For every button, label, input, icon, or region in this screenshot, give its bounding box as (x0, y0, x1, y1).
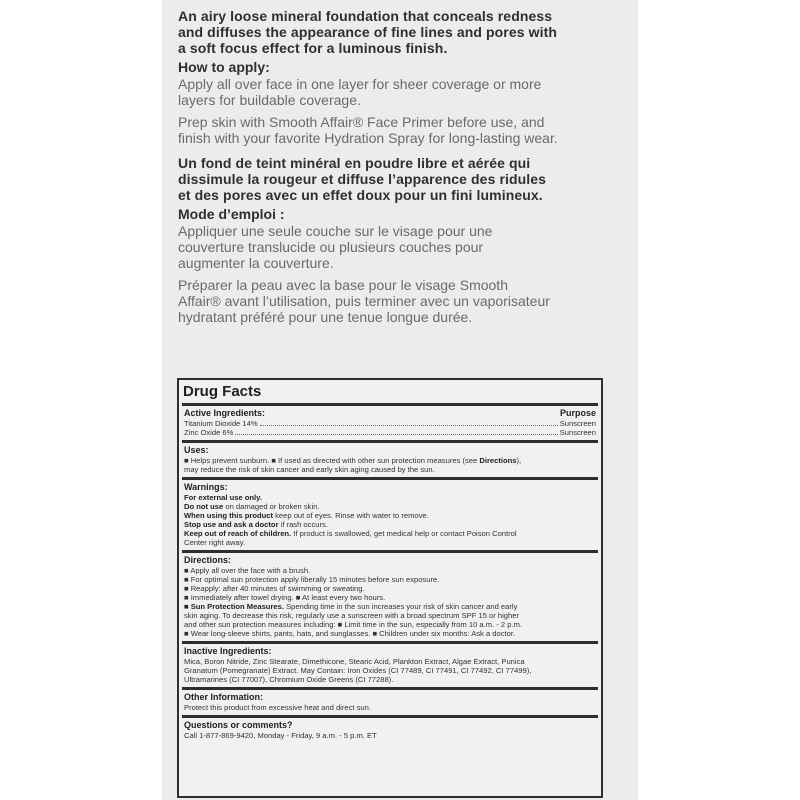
inactive-ingredients-section (179, 644, 601, 687)
text-line: Affair® avant l’utilisation, puis terminer avec un vaporisateur (178, 293, 550, 309)
text-line: and diffuses the appearance of fine lines and pores with (178, 24, 558, 40)
other-information-section (179, 690, 601, 715)
direction-item: ■ Immediately after towel drying. ■ At least every two hours. (184, 593, 386, 602)
french-description (178, 155, 628, 203)
questions-phone-text: Call 1-877-869-9420, Monday - Friday, 9 a.m. - 5 p.m. ET (184, 731, 377, 740)
direction-item: ■ For optimal sun protection apply liberally 15 minutes before sun exposure. (184, 575, 440, 584)
drug-facts-box (177, 378, 603, 798)
text-line: augmenter la couverture. (178, 255, 334, 271)
active-purpose: Sunscreen (559, 428, 596, 437)
text-line: An airy loose mineral foundation that conceals redness (178, 8, 553, 24)
inactive-text: Granatum (Pomegranate) Extract. May Contain: Iron Oxides (CI 77489, CI 77491, CI 77492, CI 77499), (184, 666, 532, 675)
warning-label: When using this product (184, 511, 274, 520)
english-prep-text (178, 114, 628, 146)
questions-section (179, 718, 601, 743)
english-apply-text (178, 76, 628, 108)
text-line: a soft focus effect for a luminous finish. (178, 40, 448, 56)
warning-text: If product is swallowed, get medical help or contact Poison Control (291, 529, 517, 538)
text-line: Un fond de teint minéral en poudre libre et aérée qui (178, 155, 531, 171)
directions-section (179, 553, 601, 641)
active-ingredients-heading: Active Ingredients: (184, 408, 266, 418)
uses-section (179, 443, 601, 477)
text-line: finish with your favorite Hydration Spray for long-lasting wear. (178, 130, 558, 146)
other-information-text: Protect this product from excessive heat and direct sun. (184, 703, 371, 712)
product-copy (178, 8, 628, 325)
active-row (184, 428, 596, 437)
text-line: dissimule la rougeur et diffuse l’apparence des ridules (178, 171, 547, 187)
french-apply-text (178, 223, 628, 271)
warnings-heading: Warnings: (184, 482, 228, 492)
warning-label: Do not use (184, 502, 224, 511)
inactive-text: Mica, Boron Nitride, Zinc Stearate, Dimethicone, Stearic Acid, Plankton Extract, Algae Extract, Punica (184, 657, 525, 666)
warning-text: if rash occurs. (278, 520, 328, 529)
text-line: couverture translucide ou plusieurs couches pour (178, 239, 484, 255)
direction-item: skin aging. To decrease this risk, regularly use a sunscreen with a broad spectrum SPF 15 or higher (184, 611, 519, 620)
uses-heading: Uses: (184, 445, 209, 455)
uses-text: may reduce the risk of skin cancer and early skin aging caused by the sun. (184, 465, 435, 474)
english-description (178, 8, 628, 56)
direction-label: ■ Sun Protection Measures. (184, 602, 284, 611)
drug-facts-title: Drug Facts (183, 383, 262, 400)
direction-item: Spending time in the sun increases your risk of skin cancer and early (283, 602, 518, 611)
text-line: Préparer la peau avec la base pour le visage Smooth (178, 277, 508, 293)
mode-emploi-heading: Mode d’emploi : (178, 206, 285, 222)
active-name: Titanium Dioxide 14% (184, 419, 258, 428)
text-line: et des pores avec un effet doux pour un fini lumineux. (178, 187, 543, 203)
text-line: layers for buildable coverage. (178, 92, 361, 108)
direction-item: ■ Reapply: after 40 minutes of swimming or sweating. (184, 584, 365, 593)
active-purpose: Sunscreen (559, 419, 596, 428)
active-name: Zinc Oxide 6% (184, 428, 234, 437)
text-line: Prep skin with Smooth Affair® Face Primer before use, and (178, 114, 545, 130)
questions-heading: Questions or comments? (184, 720, 293, 730)
active-ingredients-section (179, 406, 601, 440)
direction-item: ■ Apply all over the face with a brush. (184, 566, 311, 575)
how-to-apply-heading: How to apply: (178, 59, 270, 75)
warning-text: keep out of eyes. Rinse with water to remove. (273, 511, 429, 520)
purpose-heading: Purpose (559, 408, 596, 418)
text-line: Appliquer une seule couche sur le visage pour une (178, 223, 493, 239)
inactive-ingredients-heading: Inactive Ingredients: (184, 646, 272, 656)
warning-label: Keep out of reach of children. (184, 529, 292, 538)
direction-item: and other sun protection measures including: ■ Limit time in the sun, especially from 10 a.m. - 2 p.m. (184, 620, 523, 629)
text-line: hydratant préféré pour une tenue longue durée. (178, 309, 473, 325)
uses-text: ), (516, 456, 522, 465)
warning-text: on damaged or broken skin. (223, 502, 320, 511)
direction-item: ■ Wear long-sleeve shirts, pants, hats, and sunglasses. ■ Children under six months: Ask a doctor. (184, 629, 516, 638)
directions-heading: Directions: (184, 555, 232, 565)
uses-text: ■ Helps prevent sunburn. ■ If used as directed with other sun protection measures (see (184, 456, 480, 465)
active-row (184, 419, 596, 428)
french-prep-text (178, 277, 628, 325)
warning-label: Stop use and ask a doctor (184, 520, 279, 529)
warning-text: Center right away. (184, 538, 246, 547)
uses-directions-ref: Directions (479, 456, 517, 465)
text-line: Apply all over face in one layer for sheer coverage or more (178, 76, 542, 92)
inactive-text: Ultramarines (CI 77007), Chromium Oxide Greens (CI 77288). (184, 675, 394, 684)
warning-external: For external use only. (184, 493, 262, 502)
warnings-section (179, 480, 601, 550)
other-information-heading: Other Information: (184, 692, 263, 702)
